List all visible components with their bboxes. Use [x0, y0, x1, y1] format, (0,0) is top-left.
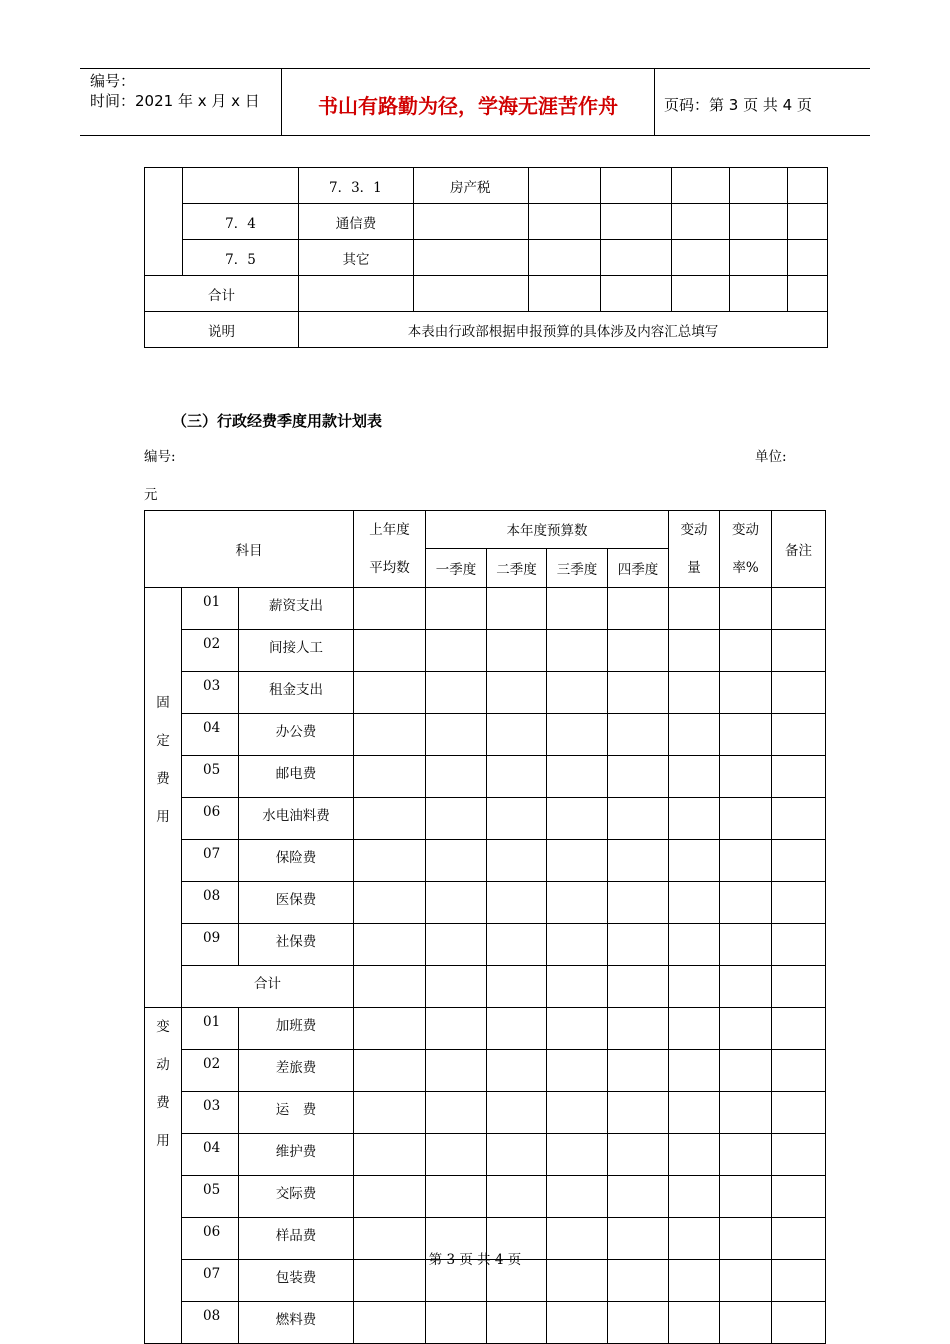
- table-row: [145, 204, 828, 240]
- item-name: 运 费: [239, 1092, 354, 1134]
- table-row: [145, 1302, 826, 1344]
- item-name: 医保费: [239, 882, 354, 924]
- item-code: 06: [182, 798, 239, 840]
- item-code: 04: [182, 1134, 239, 1176]
- table-row: [145, 1050, 826, 1092]
- item-code: 07: [182, 1260, 239, 1302]
- table-row: [145, 924, 826, 966]
- unit-label: 单位:: [755, 449, 787, 465]
- item-code: 7．4: [183, 204, 299, 240]
- item-code: 03: [182, 672, 239, 714]
- header-row: [145, 511, 826, 549]
- item-name: 水电油料费: [239, 798, 354, 840]
- header-motto: 书山有路勤为径，学海无涯苦作舟: [318, 94, 618, 118]
- table-row: [145, 672, 826, 714]
- q1-header: 一季度: [426, 548, 487, 587]
- table-row: [145, 882, 826, 924]
- header-meta: [90, 71, 260, 111]
- item-name: 间接人工: [239, 630, 354, 672]
- table-row: [145, 966, 826, 1008]
- item-name: 维护费: [239, 1134, 354, 1176]
- item-code: 05: [182, 756, 239, 798]
- code-label: 编号:: [144, 449, 176, 465]
- variable-cost-group: 变 动 费 用: [145, 1008, 182, 1344]
- item-name: 保险费: [239, 840, 354, 882]
- item-name: 包装费: [239, 1260, 354, 1302]
- remark-header: 备注: [772, 511, 826, 588]
- item-name: 样品费: [239, 1218, 354, 1260]
- item-name: 房产税: [414, 168, 529, 204]
- budget-continuation-table: [144, 167, 828, 348]
- fixed-total-label: 合计: [182, 966, 354, 1008]
- note-text: 本表由行政部根据申报预算的具体涉及内容汇总填写: [299, 312, 828, 348]
- table-row: [145, 168, 828, 204]
- table-row: [145, 756, 826, 798]
- last-year-header: 上年度 平均数: [354, 511, 426, 588]
- table-row: [145, 276, 828, 312]
- item-name: 其它: [299, 240, 414, 276]
- merged-category-cell: [145, 168, 183, 276]
- header-divider-right: [654, 68, 655, 136]
- section-title: （三）行政经费季度用款计划表: [172, 412, 383, 430]
- item-code: 7．3．1: [299, 168, 414, 204]
- item-code: 07: [182, 840, 239, 882]
- item-code: 06: [182, 1218, 239, 1260]
- item-name: 交际费: [239, 1176, 354, 1218]
- item-code: 03: [182, 1092, 239, 1134]
- q2-header: 二季度: [487, 548, 547, 587]
- change-rate-header: 变动 率%: [720, 511, 772, 588]
- unit-value: 元: [144, 487, 158, 503]
- item-code: 08: [182, 1302, 239, 1344]
- table-row: [145, 714, 826, 756]
- item-name: 通信费: [299, 204, 414, 240]
- item-code: 08: [182, 882, 239, 924]
- table-row: [145, 1134, 826, 1176]
- note-label: 说明: [145, 312, 299, 348]
- page-footer: 第 3 页 共 4 页: [428, 1252, 522, 1268]
- item-name: 租金支出: [239, 672, 354, 714]
- item-name: 燃料费: [239, 1302, 354, 1344]
- item-code: 05: [182, 1176, 239, 1218]
- table-row: [145, 1008, 826, 1050]
- quarterly-plan-table: [144, 510, 826, 1344]
- item-code: 02: [182, 630, 239, 672]
- table-row: [145, 588, 826, 630]
- item-code: 02: [182, 1050, 239, 1092]
- subject-header: 科目: [145, 511, 354, 588]
- header-bottom-rule: [80, 135, 870, 136]
- header-top-rule: [80, 68, 870, 69]
- change-amount-header: 变动 量: [669, 511, 720, 588]
- budget-header: 本年度预算数: [426, 511, 669, 549]
- item-code: 09: [182, 924, 239, 966]
- table-row: [145, 1176, 826, 1218]
- table-row: [145, 240, 828, 276]
- table-row: [145, 840, 826, 882]
- table-row: [145, 630, 826, 672]
- item-name: 差旅费: [239, 1050, 354, 1092]
- q3-header: 三季度: [547, 548, 608, 587]
- item-code: 7．5: [183, 240, 299, 276]
- item-code: 01: [182, 1008, 239, 1050]
- fixed-cost-group: 固 定 费 用: [145, 588, 182, 1008]
- item-code: 04: [182, 714, 239, 756]
- item-name: 社保费: [239, 924, 354, 966]
- header-date: 时间：2021 年 x 月 x 日: [90, 92, 260, 110]
- item-code: 01: [182, 588, 239, 630]
- table-row: [145, 312, 828, 348]
- q4-header: 四季度: [608, 548, 669, 587]
- item-name: 薪资支出: [239, 588, 354, 630]
- table-row: [145, 798, 826, 840]
- header-code: 编号：: [90, 72, 136, 90]
- item-name: 邮电费: [239, 756, 354, 798]
- total-label: 合计: [145, 276, 299, 312]
- header-page-number: 页码：第 3 页 共 4 页: [664, 96, 812, 114]
- table-row: [145, 1092, 826, 1134]
- item-name: 办公费: [239, 714, 354, 756]
- item-name: 加班费: [239, 1008, 354, 1050]
